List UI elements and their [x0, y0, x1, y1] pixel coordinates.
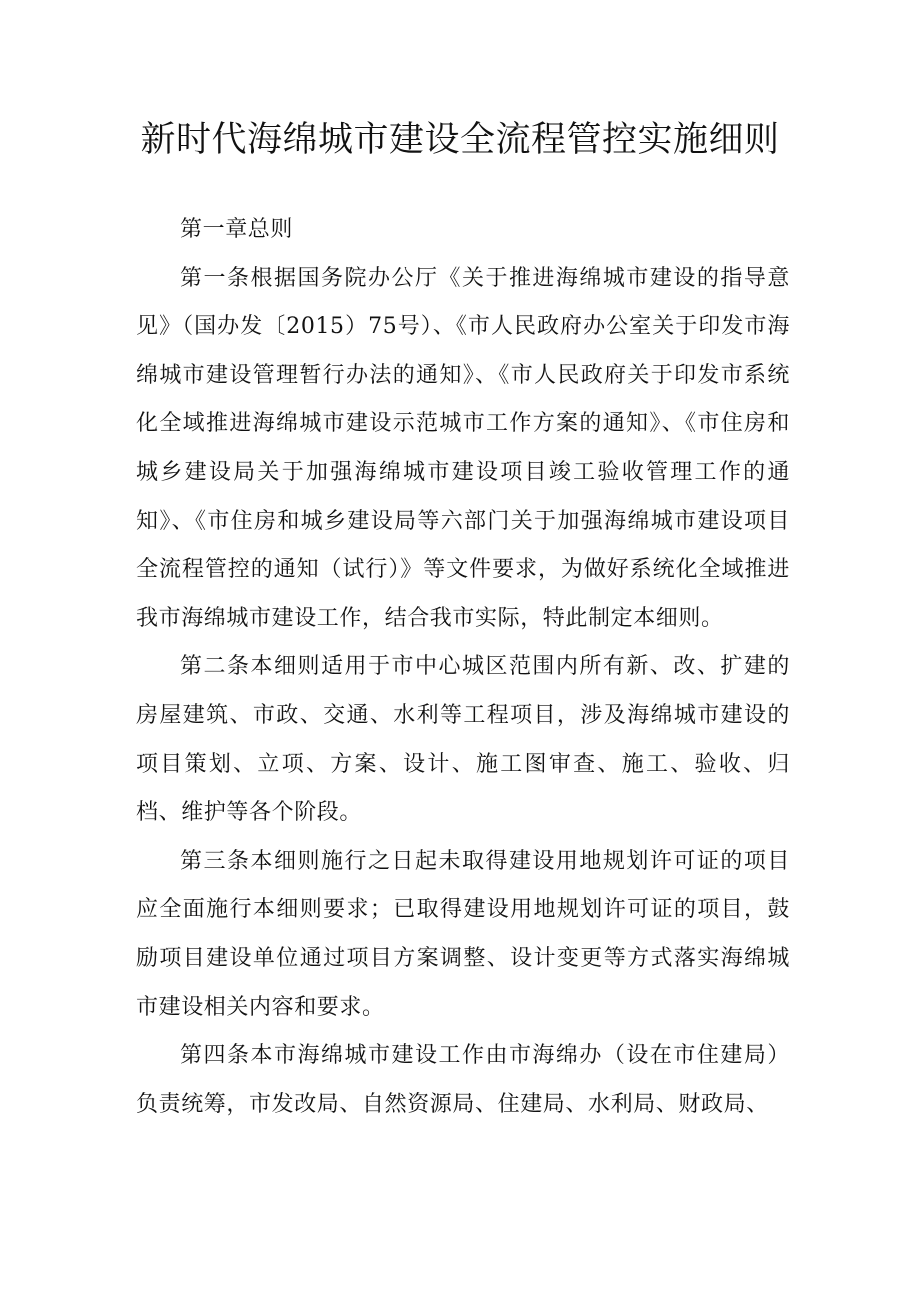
- document-body: [136, 206, 790, 1129]
- article-1: 第一条根据国务院办公厅《关于推进海绵城市建设的指导意见》（国办发〔2015）75号）、《市人民政府办公室关于印发市海绵城市建设管理暂行办法的通知》、《市人民政府关于印发市系统化全域推进海绵城市建设示范城市工作方案的通知》、《市住房和城乡建设局关于加强海绵城市建设项目竣工验收管理工作的通知》、《市住房和城乡建设局等六部门关于加强海绵城市建设项目全流程管控的通知（试行）》等文件要求，为做好系统化全域推进我市海绵城市建设工作，结合我市实际，特此制定本细则。: [136, 265, 790, 631]
- article-2: 第二条本细则适用于市中心城区范围内所有新、改、扩建的房屋建筑、市政、交通、水利等工程项目，涉及海绵城市建设的项目策划、立项、方案、设计、施工图审查、施工、验收、归档、维护等各个阶段。: [136, 654, 790, 826]
- document-title: 新时代海绵城市建设全流程管控实施细则: [140, 120, 780, 160]
- article-4: 第四条本市海绵城市建设工作由市海绵办（设在市住建局）负责统筹，市发改局、自然资源局、住建局、水利局、财政局、: [136, 1043, 790, 1117]
- article-3: 第三条本细则施行之日起未取得建设用地规划许可证的项目应全面施行本细则要求；已取得建设用地规划许可证的项目，鼓励项目建设单位通过项目方案调整、设计变更等方式落实海绵城市建设相关内容和要求。: [136, 848, 790, 1020]
- chapter-heading: 第一章总则: [180, 217, 294, 242]
